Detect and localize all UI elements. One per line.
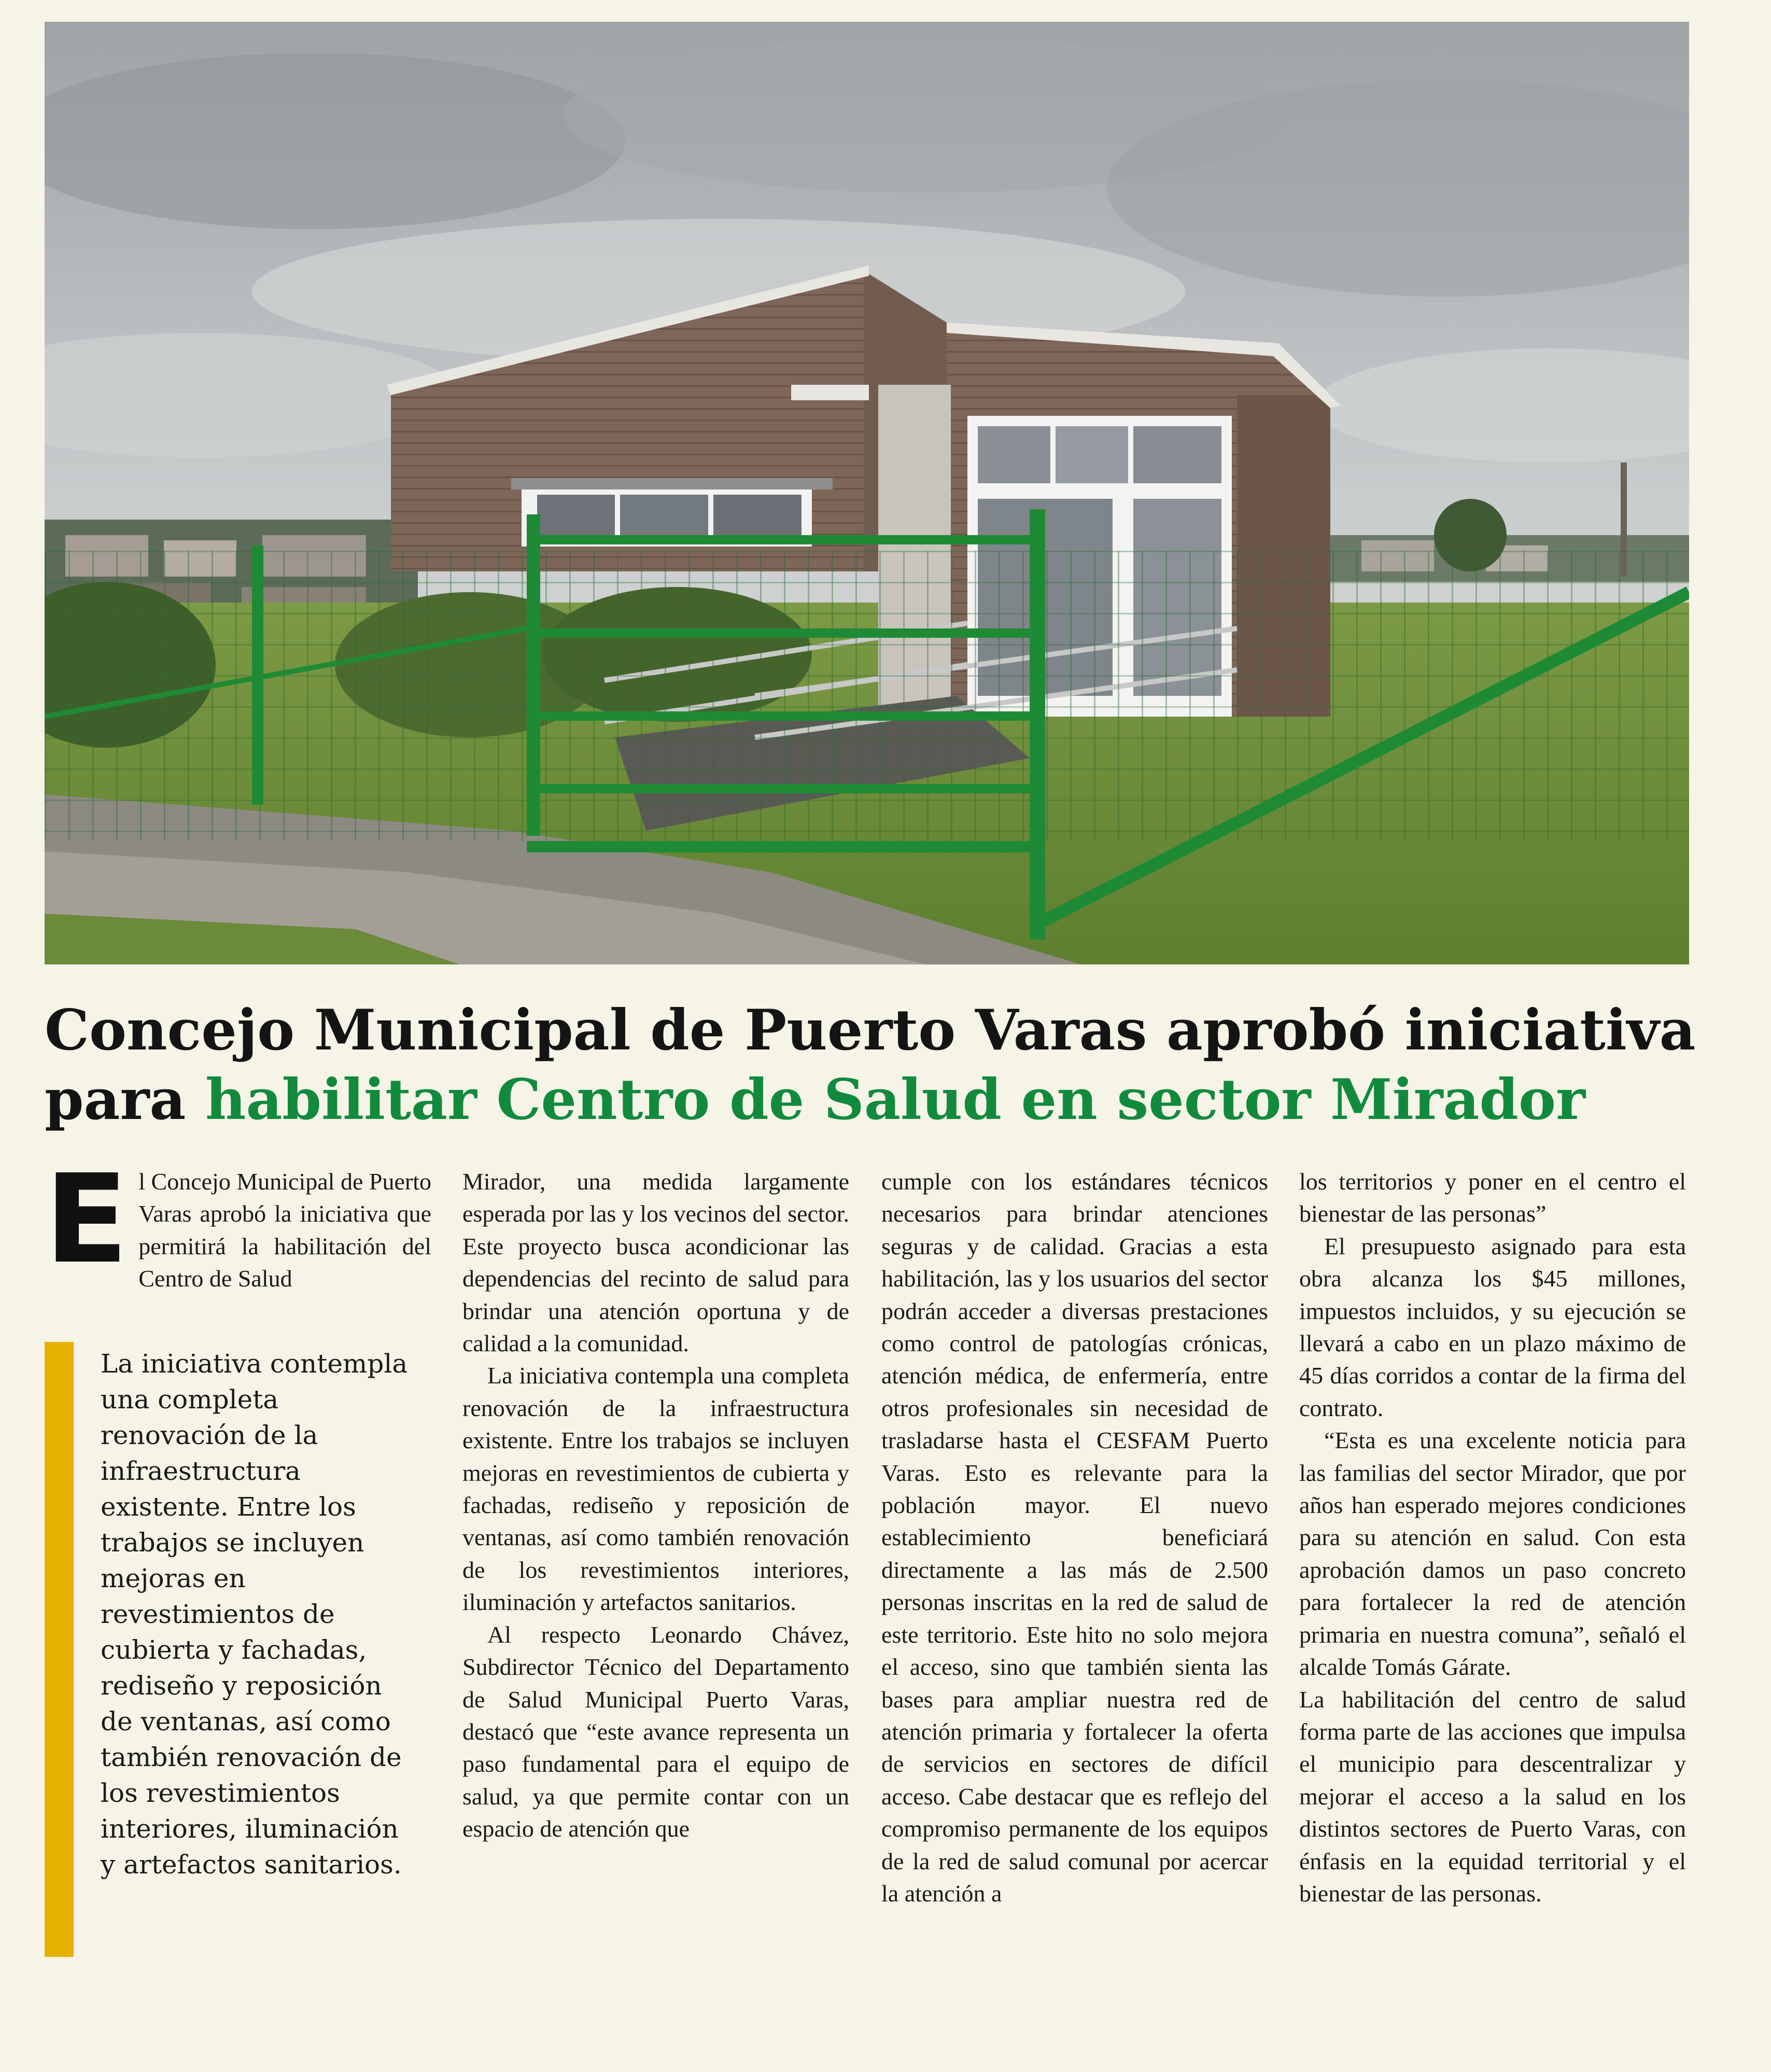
article-column-2 (462, 1166, 849, 1845)
paragraph: “Esta es una excelente noticia para las familias del sector Mirador, que por años han esperado mejores condiciones para su atención en salud. Con esta aprobación damos un paso concreto para fortalecer la red de atención primaria en nuestra comuna”, señaló el alcalde Tomás Gárate. (1299, 1427, 1686, 1681)
article-column-3 (881, 1166, 1268, 1910)
pull-quote-bar (45, 1342, 74, 1957)
paragraph: cumple con los estándares técnicos necesarios para brindar atenciones seguras y de calidad. Gracias a esta habilitación, las y los usuarios del sector podrán acceder a diversas prestaciones como control de patologías crónicas, atención médica, de enfermería, entre otros profesionales sin necesidad de trasladarse hasta el CESFAM Puerto Varas. Esto es relevante para la población mayor. El nuevo establecimiento beneficiará directamente a las más de 2.500 personas inscritas en la red de salud de este territorio. Este hito no solo mejora el acceso, sino que también sienta las bases para ampliar nuestra red de atención primaria y fortalecer la oferta de servicios en sectores de difícil acceso. Cabe destacar que es reflejo del compromiso permanente de los equipos de la red de salud comunal por acercar la atención a (881, 1168, 1268, 1907)
headline-part1: Concejo Municipal de Puerto Varas aprobó iniciativa (45, 998, 1696, 1063)
headline-part2: para (45, 1067, 186, 1132)
paragraph: Al respecto Leonardo Chávez, Subdirector Técnico del Departamento de Salud Municipal Puerto Varas, destacó que “este avance representa un paso fundamental para el equipo de salud, ya que permite contar con un espacio de atención que (462, 1621, 849, 1842)
pull-quote-text: La iniciativa contempla una completa renovación de la infraestructura existente. Entre los trabajos se incluyen mejoras en revestimientos de cubierta y fachadas, rediseño y reposición de ventanas, así como también renovación de los revestimientos interiores, iluminación y artefactos sanitarios. (101, 1349, 408, 1880)
headline-highlight: habilitar Centro de Salud en sector Mirador (205, 1067, 1585, 1132)
paragraph: La iniciativa contempla una completa renovación de la infraestructura existente. Entre los trabajos se incluyen mejoras en revestimientos de cubierta y fachadas, rediseño y reposición de ventanas, así como también renovación de los revestimientos interiores, iluminación y artefactos sanitarios. (462, 1362, 849, 1616)
article-column-4 (1299, 1166, 1686, 1910)
dropcap: E (45, 1148, 129, 1291)
pull-quote (45, 1342, 408, 1957)
building-photo-icon (45, 22, 1689, 964)
article-photo (45, 22, 1689, 964)
paragraph: l Concejo Municipal de Puerto Varas aprobó la iniciativa que permitirá la habilitación del Centro de Salud (138, 1168, 431, 1292)
paragraph: La habilitación del centro de salud forma parte de las acciones que impulsa el municipio para descentralizar y mejorar el acceso a la salud en los distintos sectores de Puerto Varas, con énfasis en la equidad territorial y el bienestar de las personas. (1299, 1686, 1686, 1907)
paragraph: El presupuesto asignado para esta obra alcanza los $45 millones, impuestos incluidos, y su ejecución se llevará a cabo en un plazo máximo de 45 días corridos a contar de la firma del contrato. (1299, 1233, 1686, 1421)
headline (45, 996, 1730, 1135)
paragraph: los territorios y poner en el centro el bienestar de las personas” (1299, 1168, 1686, 1227)
article-column-1 (45, 1148, 431, 1295)
paragraph: Mirador, una medida largamente esperada por las y los vecinos del sector. Este proyecto busca acondicionar las dependencias del recinto de salud para brindar una atención oportuna y de calidad a la comunidad. (462, 1168, 849, 1357)
